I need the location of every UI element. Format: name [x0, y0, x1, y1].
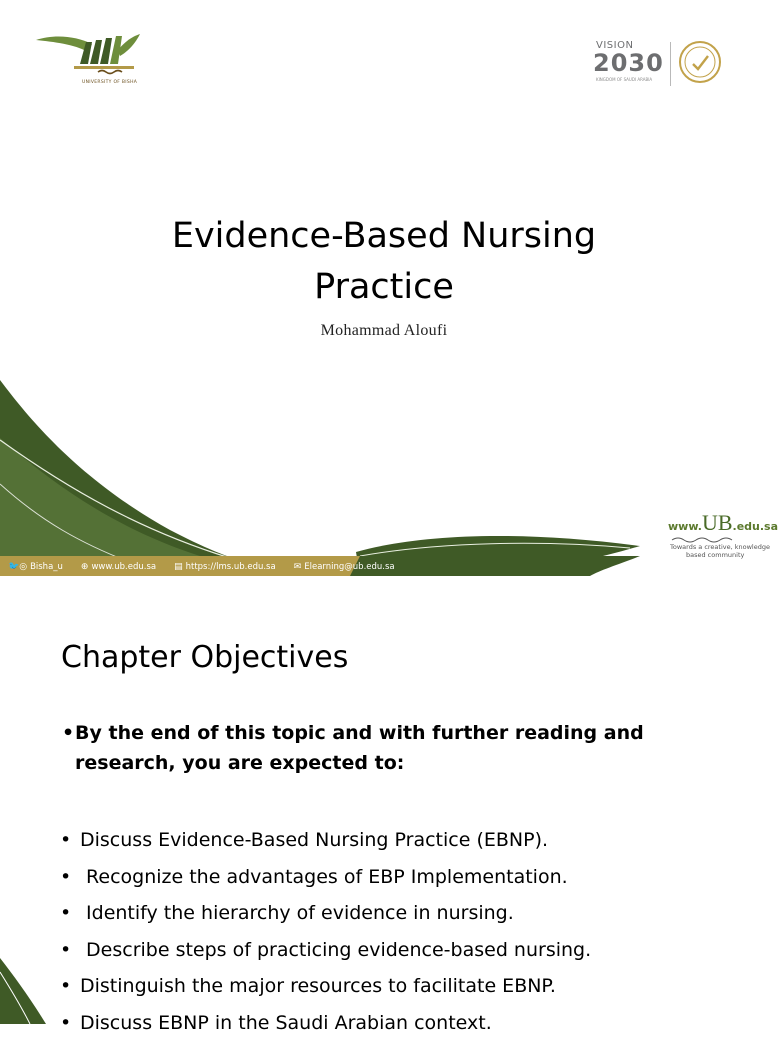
objective-text: Describe steps of practicing evidence-based nursing.: [80, 932, 591, 969]
ub-tagline-line-1: Towards a creative, knowledge: [670, 543, 770, 551]
list-item: [60, 968, 591, 1005]
ub-site-link[interactable]: [668, 510, 778, 536]
objectives-slide: [0, 576, 768, 1024]
university-logo-caption: UNIVERSITY OF BISHA: [82, 80, 137, 85]
website-link: www.ub.edu.sa: [91, 562, 156, 572]
presentation-title: [0, 211, 768, 313]
vision-country: KINGDOM OF SAUDI ARABIA: [596, 77, 652, 82]
title-line-2: Practice: [0, 262, 768, 313]
vision-2030-logo: [590, 36, 730, 94]
intro-statement: [62, 718, 702, 778]
university-of-bisha-logo: [34, 30, 144, 92]
intro-bullet: •: [62, 718, 74, 748]
footer-website[interactable]: [81, 562, 156, 572]
list-item: [60, 822, 591, 859]
twitter-instagram-icon: 🐦◎: [8, 562, 27, 572]
bullet: •: [60, 1005, 80, 1041]
objective-text: Discuss EBNP in the Saudi Arabian context.: [80, 1005, 492, 1041]
slide-title: Chapter Objectives: [61, 638, 348, 678]
arabic-tagline-icon: [670, 536, 740, 542]
bullet: •: [60, 822, 80, 859]
ub-suffix: .edu.sa: [733, 520, 778, 533]
social-handle: Bisha_u: [30, 562, 63, 572]
objective-text: Distinguish the major resources to facilitate EBNP.: [80, 968, 556, 1005]
objectives-list: [60, 822, 591, 1041]
bullet: •: [60, 968, 80, 1005]
globe-icon: ⊕: [81, 562, 89, 572]
objective-text: Recognize the advantages of EBP Implementation.: [80, 859, 568, 896]
list-item: [60, 932, 591, 969]
intro-text: By the end of this topic and with further reading and research, you are expected to:: [75, 718, 702, 778]
list-item: [60, 895, 591, 932]
author-name: Mohammad Aloufi: [0, 322, 768, 340]
objective-text: Identify the hierarchy of evidence in nursing.: [80, 895, 514, 932]
vision-year: 2030: [593, 49, 664, 77]
lms-link: https://lms.ub.edu.sa: [186, 562, 276, 572]
ub-tagline-line-2: based community: [686, 551, 744, 559]
footer-lms[interactable]: [174, 562, 276, 572]
vision-label: VISION: [596, 40, 633, 51]
footer-email[interactable]: [294, 562, 395, 572]
bullet: •: [60, 932, 80, 969]
footer-social[interactable]: [8, 562, 63, 572]
objective-text: Discuss Evidence-Based Nursing Practice (EBNP).: [80, 822, 548, 859]
decorative-swoosh: [0, 380, 768, 576]
logo-divider: [670, 42, 671, 86]
ub-mark: UB: [702, 510, 733, 535]
lms-icon: ▤: [174, 562, 183, 572]
footer-contacts: [8, 559, 413, 575]
email-link: Elearning@ub.edu.sa: [304, 562, 394, 572]
list-item: [60, 859, 591, 896]
ub-edu-branding: [664, 508, 760, 564]
ub-tagline: [670, 544, 770, 559]
bullet: •: [60, 895, 80, 932]
accreditation-seal-icon: [678, 40, 722, 84]
ub-prefix: www.: [668, 520, 702, 533]
bullet: •: [60, 859, 80, 896]
list-item: [60, 1005, 591, 1041]
title-line-1: Evidence-Based Nursing: [0, 211, 768, 262]
decorative-leaf: [0, 958, 60, 1024]
mail-icon: ✉: [294, 562, 302, 572]
